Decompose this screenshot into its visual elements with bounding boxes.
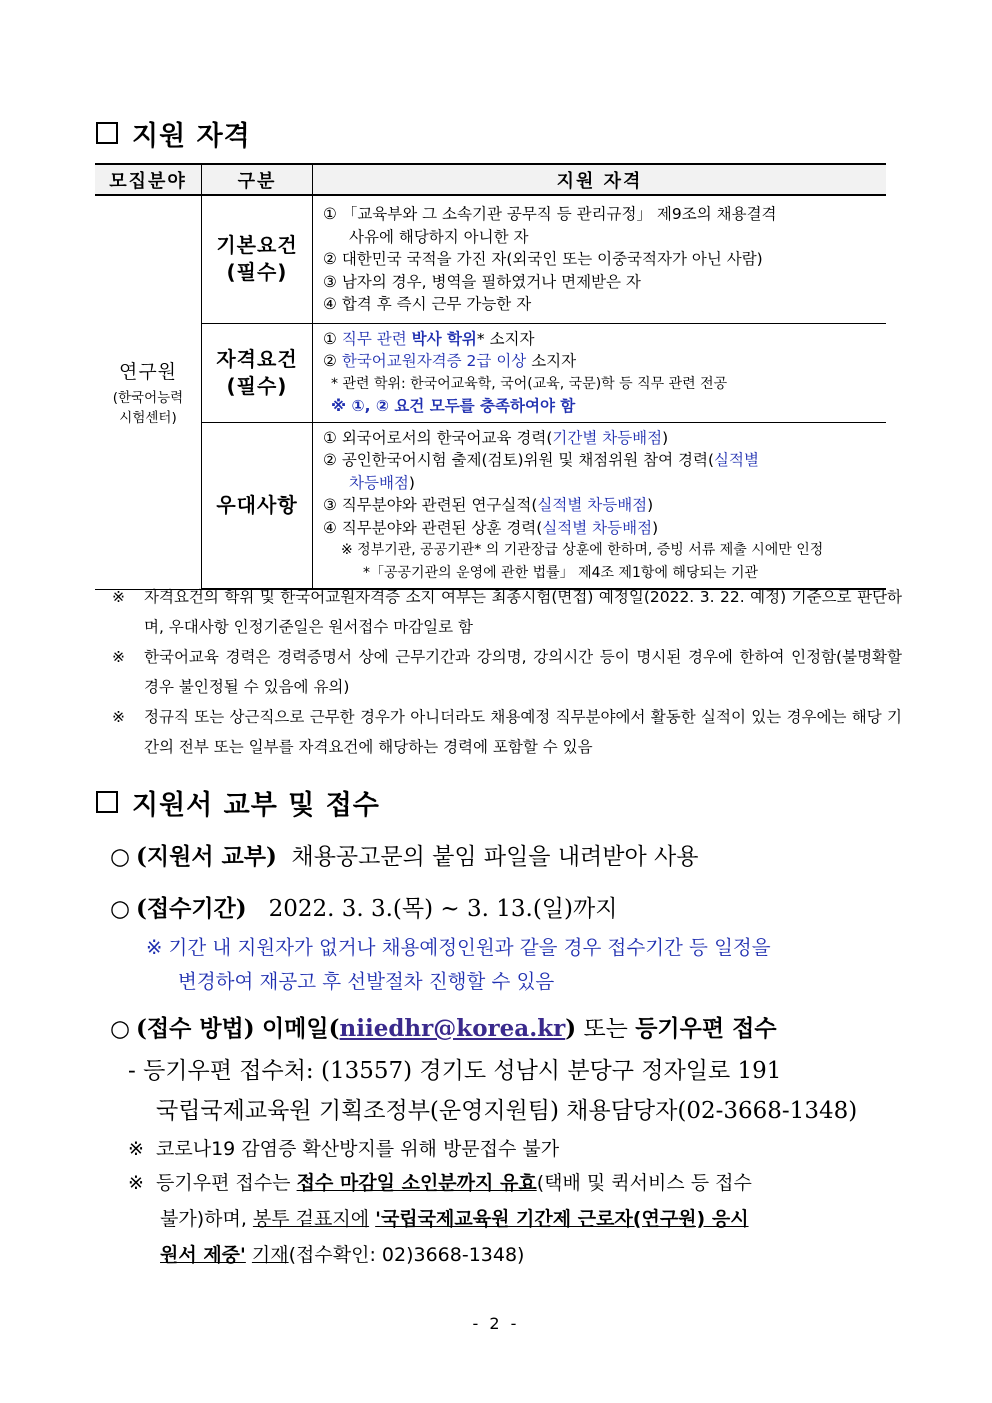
checkbox-square-icon: [96, 122, 118, 144]
qualification-table: [95, 163, 886, 590]
list-item: ③ 남자의 경우, 병역을 필하였거나 면제받은 자: [323, 272, 641, 291]
item-application-method: ○ (접수 방법) 이메일(niiedhr@korea.kr) 또는 등기우편 접수: [110, 1015, 777, 1042]
category-sublabel: (필수): [226, 373, 288, 398]
field-sub2: 시험센터): [119, 409, 177, 426]
category-qualification: [202, 323, 313, 422]
email-link[interactable]: niiedhr@korea.kr: [339, 1015, 566, 1042]
section-title-application: [96, 783, 380, 822]
award-note: ※ 정부기관, 공공기관* 의 기관장급 상훈에 한하며, 증빙 서류 제출 시에만 인정: [341, 542, 824, 558]
item-form-distribution: ○ (지원서 교부) 채용공고문의 붙임 파일을 내려받아 사용: [110, 843, 699, 870]
table-header-row: [95, 164, 886, 195]
list-item: ④ 직무분야와 관련된 상훈 경력(실적별 차등배점): [323, 518, 659, 537]
qualification-notes: [112, 582, 902, 762]
category-preference: [202, 422, 313, 589]
table-row-qualification: [95, 323, 886, 422]
header-field: 모집분야: [95, 164, 202, 195]
postal-note: ※ 등기우편 접수는 접수 마감일 소인분까지 유효(택배 및 퀵서비스 등 접수: [128, 1172, 752, 1194]
page-number: - 2 -: [472, 1314, 520, 1333]
postal-recipient: 국립국제교육원 기획조정부(운영지원팀) 채용담당자(02-3668-1348): [156, 1098, 858, 1124]
list-item: ③ 직무분야와 관련된 연구실적(실적별 차등배점): [323, 496, 654, 514]
section-title-qualifications: [96, 114, 251, 153]
list-item: ④ 합격 후 즉시 근무 가능한 자: [323, 295, 532, 313]
table-row-basic: [95, 195, 886, 323]
header-qualification: 지원 자격: [313, 164, 887, 195]
note-item: ※ 자격요건의 학위 및 한국어교원자격증 소지 여부는 최종시험(면접) 예정일(2022. 3. 22. 예정) 기준으로 판단하며, 우대사항 인정기준일은 원서접수 마감일로 함: [112, 588, 902, 636]
field-cell: [95, 195, 202, 589]
item-application-period: ○ (접수기간) 2022. 3. 3.(목) ~ 3. 13.(일)까지: [110, 895, 618, 922]
category-basic: [202, 195, 313, 323]
list-item: ① 외국어로서의 한국어교육 경력(기간별 차등배점): [323, 428, 669, 447]
related-degree-note: * 관련 학위: 한국어교육학, 국어(교육, 국문)학 등 직무 관련 전공: [331, 375, 728, 392]
list-item: ② 한국어교원자격증 2급 이상 소지자: [323, 352, 577, 370]
list-item: ② 대한민국 국적을 가진 자(외국인 또는 이중국적자가 아닌 사람): [323, 250, 763, 268]
field-name: 연구원: [118, 360, 178, 383]
covid-note: ※ 코로나19 감염증 확산방지를 위해 방문접수 불가: [128, 1138, 560, 1160]
table-row-preference: [95, 422, 886, 589]
postal-address: - 등기우편 접수처: (13557) 경기도 성남시 분당구 정자일로 191: [128, 1058, 782, 1084]
category-label: 자격요건: [216, 346, 298, 371]
section-title-text: 지원 자격: [132, 121, 251, 152]
period-note-continued: 변경하여 재공고 후 선발절차 진행할 수 있음: [178, 970, 555, 993]
list-item: ① 직무 관련 박사 학위* 소지자: [323, 329, 535, 348]
note-item: ※ 정규직 또는 상근직으로 근무한 경우가 아니더라도 채용예정 직무분야에서 활동한 실적이 있는 경우에는 해당 기간의 전부 또는 일부를 자격요건에 해당하는 경력에 포함할 수 있음: [112, 708, 902, 756]
header-category: 구분: [202, 164, 313, 195]
checkbox-square-icon: [96, 791, 118, 813]
public-institution-note: *「공공기관의 운영에 관한 법률」 제4조 제1항에 해당되는 기관: [363, 564, 759, 581]
period-note: ※ 기간 내 지원자가 없거나 채용예정인원과 같을 경우 접수기간 등 일정을: [146, 936, 771, 959]
list-item: ② 공인한국어시험 출제(검토)위원 및 채점위원 참여 경력(실적별: [323, 451, 759, 469]
preference-items: [313, 422, 887, 589]
category-label: 우대사항: [216, 492, 298, 517]
both-requirements-note: ※ ①, ② 요건 모두를 충족하여야 함: [331, 397, 576, 415]
list-item-continued: 차등배점): [349, 473, 415, 492]
note-item: ※ 한국어교육 경력은 경력증명서 상에 근무기간과 강의명, 강의시간 등이 명시된 경우에 한하여 인정함(불명확할 경우 불인정될 수 있음에 유의): [112, 648, 902, 696]
field-sub1: (한국어능력: [112, 389, 184, 406]
postal-note-continued-2: 원서 제중' 기재(접수확인: 02)3668-1348): [160, 1244, 525, 1266]
qualification-requirements: [313, 323, 887, 422]
basic-requirements: [313, 195, 887, 323]
list-item: 사유에 해당하지 아니한 자: [349, 227, 529, 246]
section-title-text: 지원서 교부 및 접수: [132, 790, 380, 821]
list-item: ① 「교육부와 그 소속기관 공무직 등 관리규정」 제9조의 채용결격: [323, 205, 777, 223]
category-label: 기본요건: [216, 233, 298, 258]
postal-note-continued: 불가)하며, 봉투 겉표지에 '국립국제교육원 기간제 근로자(연구원) 응시: [160, 1208, 749, 1230]
category-sublabel: (필수): [226, 260, 288, 285]
